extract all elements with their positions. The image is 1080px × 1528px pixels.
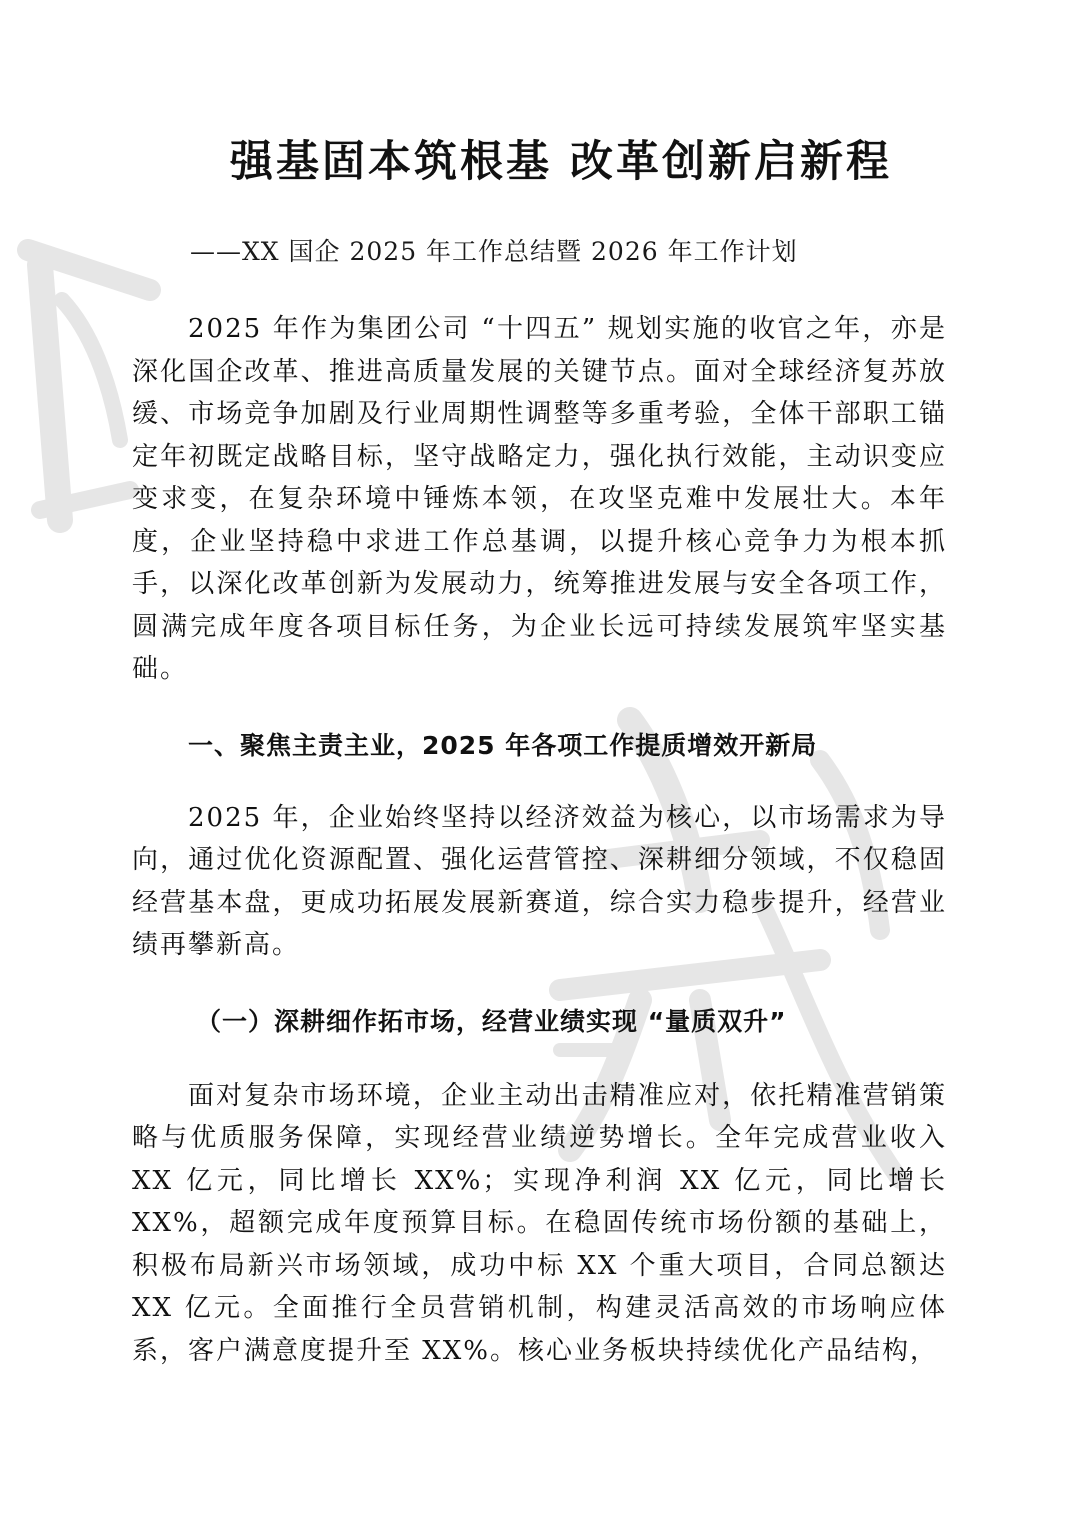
intro-paragraph: 2025 年作为集团公司 “十四五” 规划实施的收官之年，亦是深化国企改革、推进高质量发展的关键节点。面对全球经济复苏放缓、市场竞争加剧及行业周期性调整等多重考验，全体干部职工锚定年初既定战略目标，坚守战略定力，强化执行效能，主动识变应变求变，在复杂环境中锤炼本领，在攻坚克难中发展壮大。本年度，企业坚持稳中求进工作总基调，以提升核心竞争力为根本抓手，以深化改革创新为发展动力，统筹推进发展与安全各项工作，圆满完成年度各项目标任务，为企业长远可持续发展筑牢坚实基础。 [132,314,947,684]
document-body [132,132,947,1372]
section-1-paragraph: 2025 年，企业始终坚持以经济效益为核心，以市场需求为导向，通过优化资源配置、强化运营管控、深耕细分领域，不仅稳固经营基本盘，更成功拓展发展新赛道，综合实力稳步提升，经营业绩再攀新高。 [132,802,947,960]
subsection-1-paragraph: 面对复杂市场环境，企业主动出击精准应对，依托精准营销策略与优质服务保障，实现经营业绩逆势增长。全年完成营业收入 XX 亿元，同比增长 XX%；实现净利润 XX 亿元，同比增长XX%，超额完成年度预算目标。在稳固传统市场份额的基础上，积极布局新兴市场领域，成功中标 XX 个重大项目，合同总额达XX 亿元。全面推行全员营销机制，构建灵活高效的市场响应体系，客户满意度提升至 XX%。核心业务板块持续优化产品结构， [132,1080,947,1366]
subsection-heading-1: （一）深耕细作拓市场，经营业绩实现 “量质双升” [196,1006,787,1036]
document-title: 强基固本筑根基 改革创新启新程 [230,137,892,187]
document-subtitle: ——XX 国企 2025 年工作总结暨 2026 年工作计划 [190,237,798,266]
section-heading-1: 一、聚焦主责主业，2025 年各项工作提质增效开新局 [188,730,818,760]
